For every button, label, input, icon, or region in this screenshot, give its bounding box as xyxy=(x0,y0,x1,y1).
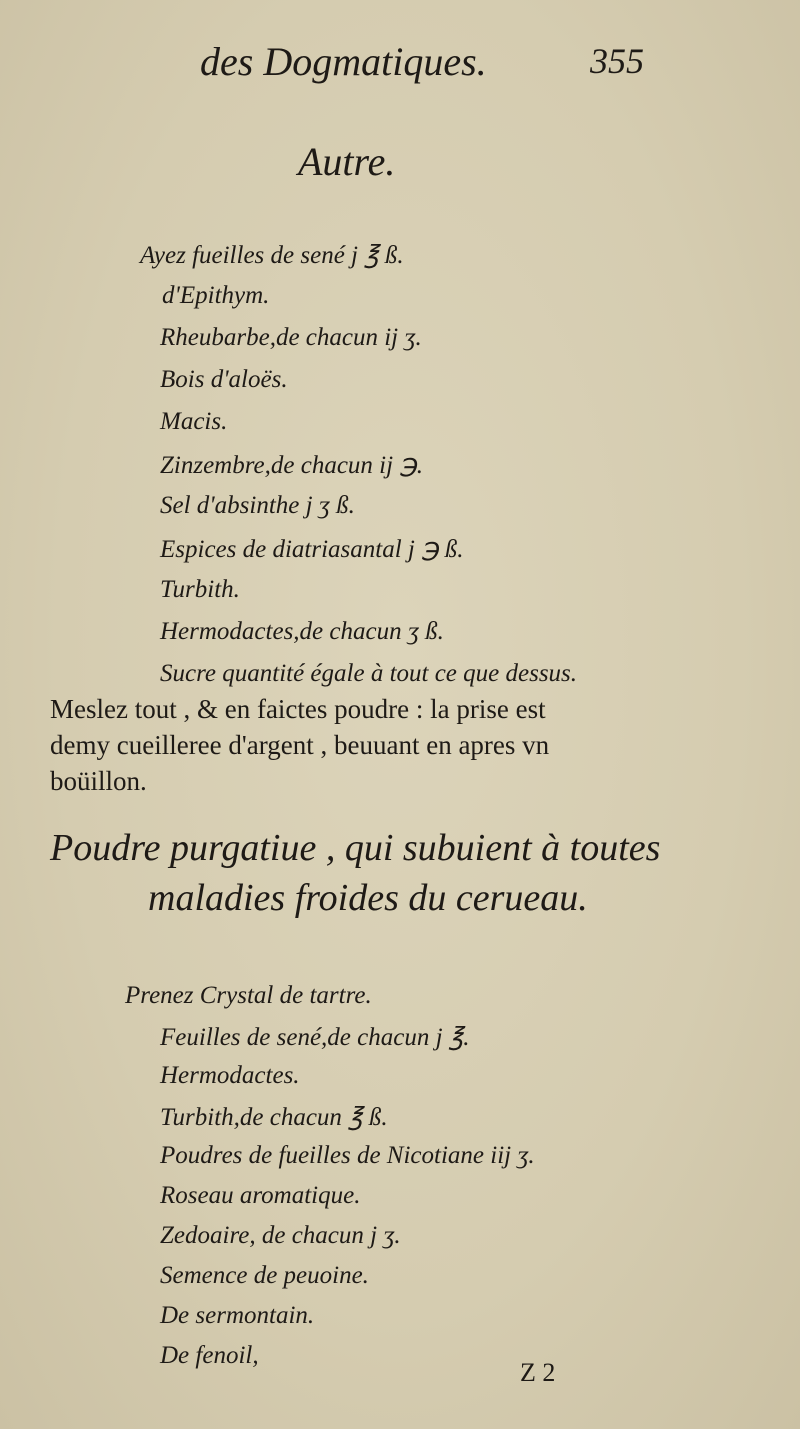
recipe-line: Semence de peuoine. xyxy=(160,1262,369,1289)
recipe-line: De sermontain. xyxy=(160,1302,315,1329)
recipe-line: De fenoil, xyxy=(160,1342,259,1369)
recipe-line: Poudres de fueilles de Nicotiane iij ʒ. xyxy=(160,1142,535,1169)
instruction-line: boüillon. xyxy=(50,766,147,796)
recipe-line: Zinzembre,de chacun ij ℈. xyxy=(160,452,424,479)
recipe-line: Macis. xyxy=(160,408,228,435)
instruction-line: Meslez tout , & en faictes poudre : la prise est xyxy=(50,694,546,724)
recipe-line: Rheubarbe,de chacun ij ʒ. xyxy=(160,324,422,351)
section-heading: maladies froides du cerueau. xyxy=(148,877,588,919)
recipe-line: d'Epithym. xyxy=(162,282,270,309)
recipe-line: Hermodactes. xyxy=(160,1062,300,1089)
recipe-line: Espices de diatriasantal j ℈ ß. xyxy=(160,536,464,563)
recipe-line: Turbith. xyxy=(160,576,240,603)
recipe-line: Bois d'aloës. xyxy=(160,366,288,393)
instruction-line: demy cueilleree d'argent , beuuant en apres vn xyxy=(50,730,550,760)
recipe-line: Sucre quantité égale à tout ce que dessus. xyxy=(160,660,578,687)
recipe-line: Zedoaire, de chacun j ʒ. xyxy=(160,1222,401,1249)
recipe-line: Feuilles de sené,de chacun j ℥. xyxy=(160,1024,470,1051)
recipe-line: Prenez Crystal de tartre. xyxy=(125,982,372,1009)
recipe-line: Turbith,de chacun ℥ ß. xyxy=(160,1104,388,1131)
recipe-heading-autre: Autre. xyxy=(298,139,396,184)
signature-mark: Z 2 xyxy=(520,1358,556,1387)
recipe-line: Ayez fueilles de sené j ℥ ß. xyxy=(140,242,404,269)
section-heading: Poudre purgatiue , qui subuient à toutes xyxy=(50,827,661,869)
recipe-line: Hermodactes,de chacun ʒ ß. xyxy=(160,618,444,645)
page-number: 355 xyxy=(590,41,644,81)
recipe-line: Roseau aromatique. xyxy=(160,1182,361,1209)
running-head: des Dogmatiques. xyxy=(200,39,487,84)
recipe-line: Sel d'absinthe j ʒ ß. xyxy=(160,492,355,519)
